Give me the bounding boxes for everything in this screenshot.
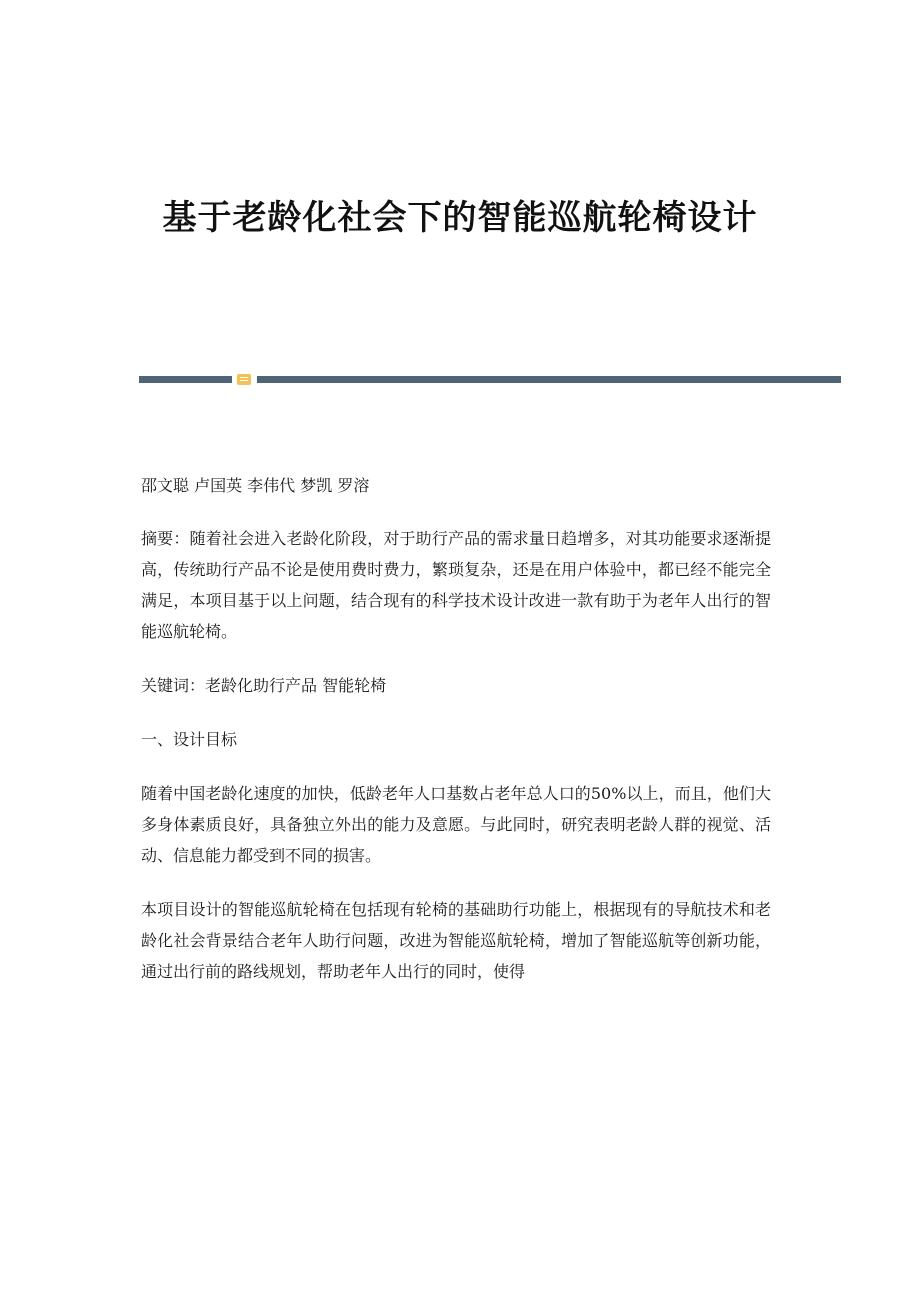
section-heading: 一、设计目标 bbox=[141, 730, 238, 749]
document-title: 基于老龄化社会下的智能巡航轮椅设计 bbox=[162, 198, 758, 238]
document-body bbox=[141, 470, 771, 987]
divider-bar-right bbox=[257, 376, 841, 383]
divider-ornament-icon bbox=[237, 374, 251, 385]
keywords: 关键词：老龄化助行产品 智能轮椅 bbox=[141, 676, 387, 695]
divider-bar-left bbox=[139, 376, 232, 383]
body-paragraph: 本项目设计的智能巡航轮椅在包括现有轮椅的基础助行功能上，根据现有的导航技术和老龄化社会背景结合老年人助行问题，改进为智能巡航轮椅，增加了智能巡航等创新功能，通过出行前的路线规划，帮助老年人出行的同时，使得 bbox=[141, 900, 771, 981]
body-paragraph: 随着中国老龄化速度的加快，低龄老年人口基数占老年总人口的50%以上，而且，他们大多身体素质良好，具备独立外出的能力及意愿。与此同时，研究表明老龄人群的视觉、活动、信息能力都受到不同的损害。 bbox=[141, 784, 771, 865]
title-divider bbox=[139, 374, 841, 386]
abstract: 摘要：随着社会进入老龄化阶段，对于助行产品的需求量日趋增多，对其功能要求逐渐提高，传统助行产品不论是使用费时费力，繁琐复杂，还是在用户体验中，都已经不能完全满足，本项目基于以上问题，结合现有的科学技术设计改进一款有助于为老年人出行的智能巡航轮椅。 bbox=[141, 529, 771, 641]
author-list: 邵文聪 卢国英 李伟代 梦凯 罗溶 bbox=[141, 476, 370, 495]
